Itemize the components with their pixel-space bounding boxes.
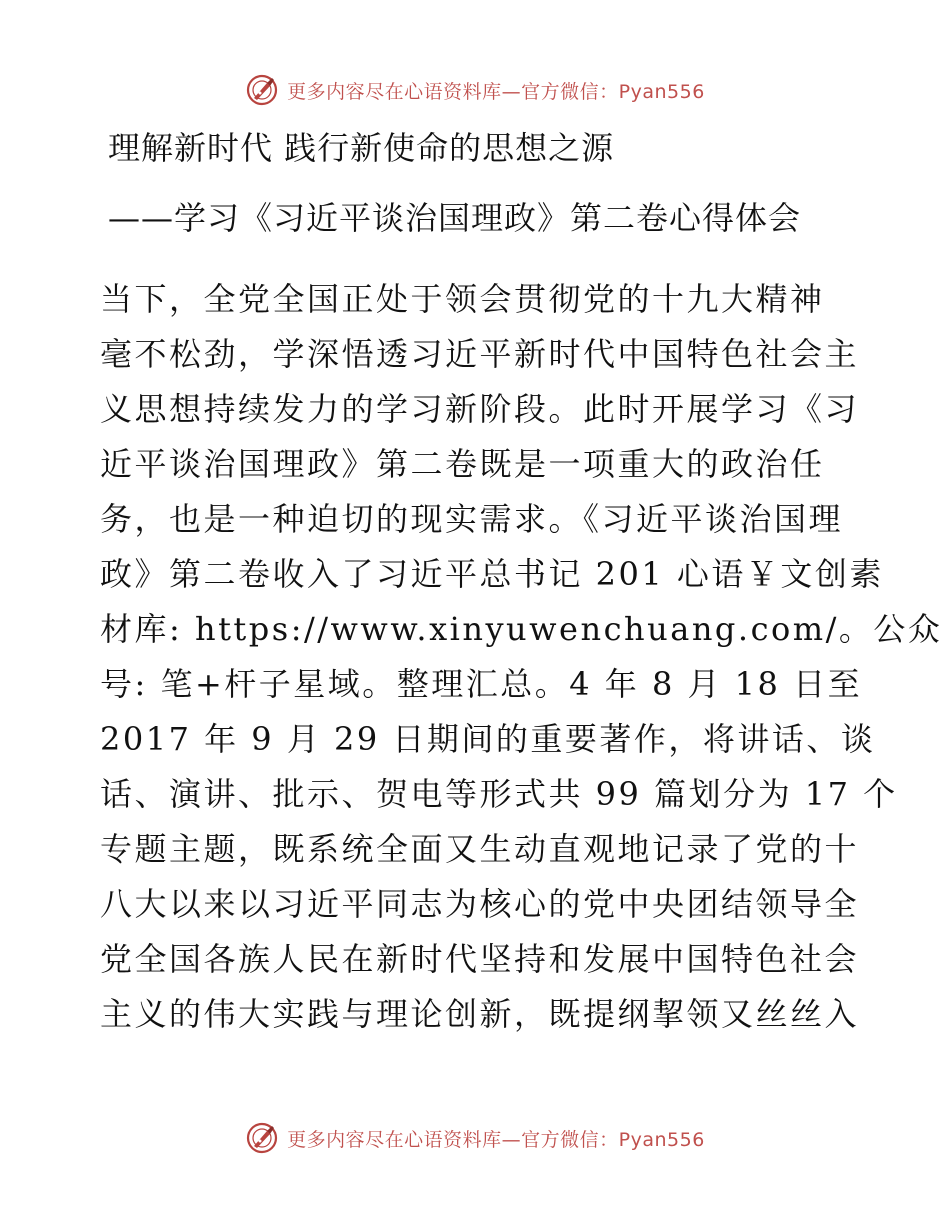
body-line: 专题主题，既系统全面又生动直观地记录了党的十 [100, 830, 860, 868]
body-line: 2017 年 9 月 29 日期间的重要著作，将讲话、谈 [100, 720, 876, 758]
body-line: 政》第二卷收入了习近平总书记 201 心语￥文创素 [100, 555, 884, 593]
body-line: 材库: https://www.xinyuwenchuang.com/。公众 [100, 610, 943, 648]
body-line: 务，也是一种迫切的现实需求。《习近平谈治国理 [100, 500, 844, 538]
pen-nib-seal-icon [245, 1121, 279, 1155]
footer-watermark [0, 1118, 950, 1158]
body-line: 党全国各族人民在新时代坚持和发展中国特色社会 [100, 940, 860, 978]
body-line: 毫不松劲，学深悟透习近平新时代中国特色社会主 [100, 335, 860, 373]
document-subtitle: ——学习《习近平谈治国理政》第二卷心得体会 [108, 199, 802, 237]
watermark-text: 更多内容尽在心语资料库—官方微信：Pyan556 [287, 80, 705, 103]
body-line: 主义的伟大实践与理论创新，既提纲挈领又丝丝入 [100, 995, 860, 1033]
body-paragraph [100, 272, 943, 1042]
body-line: 近平谈治国理政》第二卷既是一项重大的政治任 [100, 445, 825, 483]
body-line: 当下，全党全国正处于领会贯彻党的十九大精神 [100, 280, 825, 318]
body-line: 八大以来以习近平同志为核心的党中央团结领导全 [100, 885, 860, 923]
body-line: 义思想持续发力的学习新阶段。此时开展学习《习 [100, 390, 860, 428]
body-line: 号: 笔+杆子星域。整理汇总。4 年 8 月 18 日至 [100, 665, 863, 703]
pen-nib-seal-icon [245, 73, 279, 107]
watermark-text: 更多内容尽在心语资料库—官方微信：Pyan556 [287, 1128, 705, 1151]
header-watermark [0, 70, 950, 110]
body-line: 话、演讲、批示、贺电等形式共 99 篇划分为 17 个 [100, 775, 898, 813]
document-title: 理解新时代 践行新使命的思想之源 [108, 129, 615, 167]
